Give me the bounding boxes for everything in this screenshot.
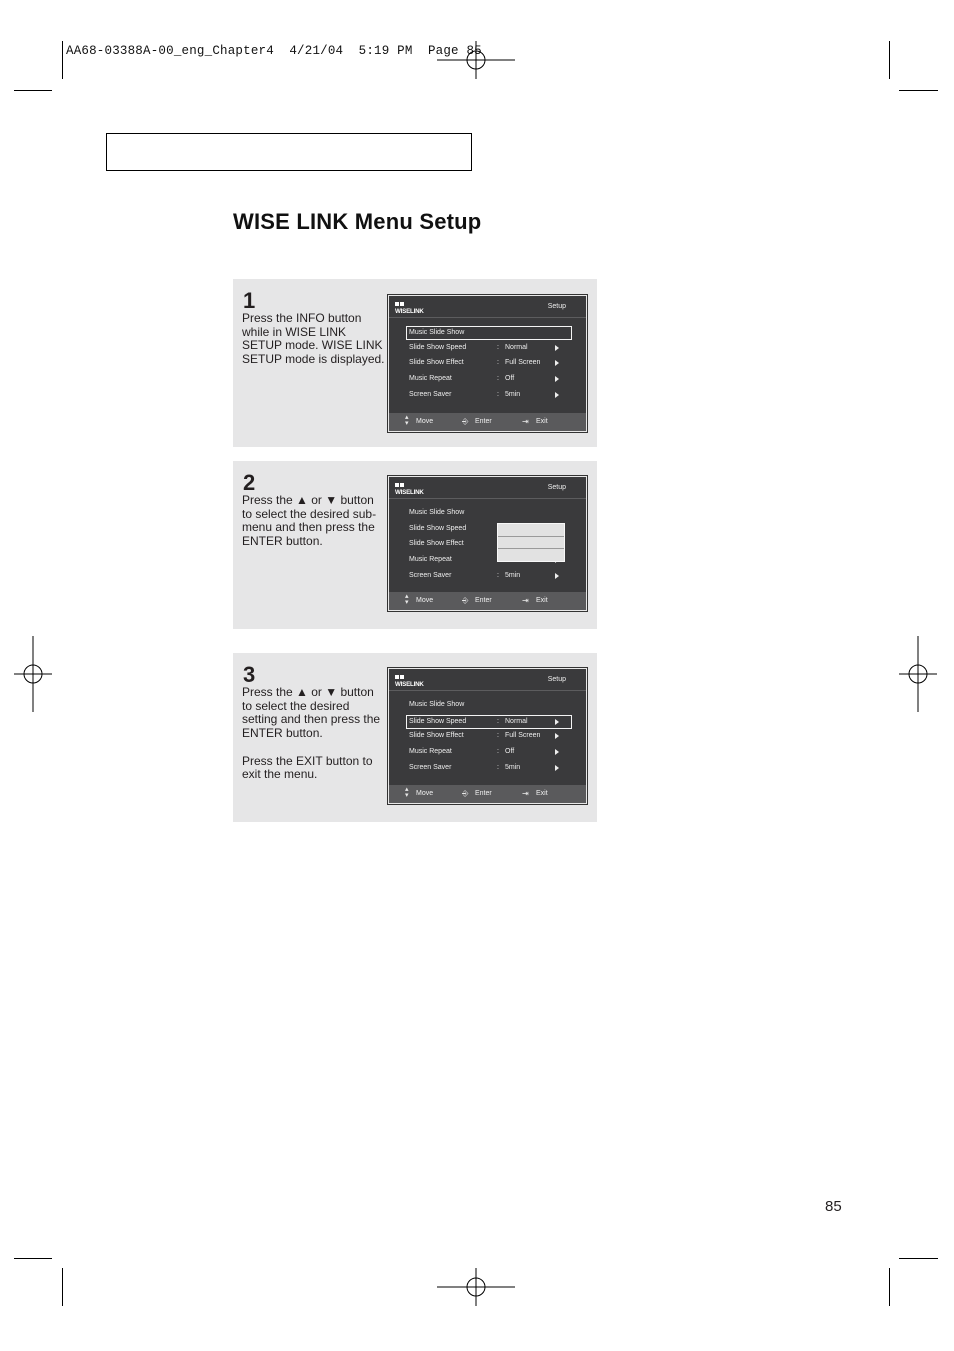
menu-item[interactable] (407, 342, 571, 354)
step-panel (233, 461, 597, 629)
crop-mark (899, 1258, 938, 1259)
footer-enter-label: Enter (475, 790, 492, 797)
menu-item-label: Slide Show Effect (409, 732, 464, 740)
logo-text: WISELINK (395, 681, 424, 688)
step-number: 3 (243, 662, 256, 687)
footer-move-label: Move (416, 418, 434, 425)
screen-mode-label: Setup (547, 676, 566, 683)
crop-mark (899, 90, 938, 91)
arrow-right-icon (555, 573, 559, 579)
menu-item-label: Slide Show Effect (409, 359, 464, 367)
arrow-right-icon (555, 345, 559, 351)
step-number: 2 (243, 470, 256, 495)
screen-footer (389, 413, 586, 431)
menu-item-label: Music Repeat (409, 556, 452, 564)
menu-item-separator: : (497, 732, 499, 740)
logo-text: WISELINK (395, 489, 424, 496)
screen-title-bar (389, 477, 586, 499)
menu-item-label: Music Slide Show (409, 509, 465, 516)
menu-item-label: Slide Show Effect (409, 540, 464, 548)
menu-item[interactable] (406, 326, 572, 340)
step-instructions (242, 494, 387, 549)
exit-icon: ⇥ (522, 417, 529, 426)
menu-item[interactable] (407, 762, 571, 774)
arrow-right-icon (555, 376, 559, 382)
menu-item-separator: : (497, 763, 499, 771)
footer-exit-label: Exit (536, 418, 548, 425)
screen-footer (389, 592, 586, 610)
menu-item[interactable] (407, 730, 571, 742)
page-number: 85 (825, 1198, 842, 1215)
menu-item-value: Off (505, 375, 515, 383)
screen-title-bar (389, 669, 586, 691)
crop-mark (62, 1268, 63, 1306)
wiselink-logo-icon (395, 483, 431, 497)
up-down-arrow-icon: ▴ ▾ (405, 414, 409, 427)
arrow-right-icon (555, 749, 559, 755)
arrow-right-icon (555, 765, 559, 771)
step-panel (233, 279, 597, 447)
step-panel (233, 653, 597, 822)
registration-mark-icon (14, 636, 52, 712)
registration-mark-icon (899, 636, 937, 712)
menu-item-label: Screen Saver (409, 763, 452, 771)
menu-item-label: Slide Show Speed (409, 524, 467, 532)
menu-item-value: Full Screen (505, 732, 541, 740)
print-header-line: AA68-03388A-00_eng_Chapter4 4/21/04 5:19 PM Page 85 (66, 44, 482, 58)
footer-enter-label: Enter (475, 597, 492, 604)
footer-move-label: Move (416, 790, 434, 797)
step-instructions (242, 686, 387, 782)
menu-item-value: 5min (505, 390, 521, 398)
enter-icon: ⎆ (462, 789, 469, 798)
instruction-paragraph: Press the INFO button while in WISE LINK SETUP mode. WISE LINK SETUP mode is displayed. (242, 311, 385, 367)
enter-icon: ⎆ (462, 596, 469, 605)
step-instructions (242, 312, 387, 367)
page-title: WISE LINK Menu Setup (233, 209, 482, 234)
menu-item-label: Screen Saver (409, 571, 452, 579)
menu-item[interactable] (407, 373, 571, 385)
wiselink-logo-icon (395, 302, 431, 316)
menu-item-separator: : (497, 359, 499, 367)
menu-item[interactable] (407, 699, 571, 711)
popup-divider (498, 536, 564, 537)
crop-mark (889, 41, 890, 79)
menu-item-label: Music Slide Show (409, 701, 465, 708)
exit-icon: ⇥ (522, 596, 529, 605)
menu-item-label: Slide Show Speed (409, 343, 467, 351)
up-down-arrow-icon: ▴ ▾ (405, 593, 409, 606)
tv-menu-screen (388, 295, 587, 432)
menu-item-value: Full Screen (505, 359, 541, 367)
screen-mode-label: Setup (547, 484, 566, 491)
screen-title-bar (389, 296, 586, 318)
arrow-right-icon (555, 392, 559, 398)
registration-mark-icon (437, 1268, 515, 1306)
wiselink-logo-icon (395, 675, 431, 689)
instruction-paragraph: Press the ▲ or ▼ button to select the desired setting and then press the ENTER button. (242, 685, 381, 741)
arrow-right-icon (555, 360, 559, 366)
exit-icon: ⇥ (522, 789, 529, 798)
menu-item-label: Music Repeat (409, 375, 452, 383)
menu-item[interactable] (407, 507, 571, 519)
instruction-paragraph: Press the ▲ or ▼ button to select the desired sub-menu and then press the ENTER button. (242, 493, 377, 549)
footer-exit-label: Exit (536, 597, 548, 604)
menu-item[interactable] (406, 715, 572, 729)
registration-mark-icon (437, 41, 515, 79)
footer-exit-label: Exit (536, 790, 548, 797)
menu-item-label: Music Slide Show (409, 329, 465, 336)
menu-item-value: 5min (505, 571, 521, 579)
menu-item-label: Music Repeat (409, 748, 452, 756)
menu-item-value: Off (505, 748, 515, 756)
step-number: 1 (243, 288, 256, 313)
menu-item-label: Screen Saver (409, 390, 452, 398)
logo-text: WISELINK (395, 308, 424, 315)
crop-mark (62, 41, 63, 79)
screen-mode-label: Setup (547, 303, 566, 310)
menu-item-separator: : (497, 571, 499, 579)
crop-mark (14, 90, 52, 91)
arrow-right-icon (555, 719, 559, 725)
menu-item-separator: : (497, 375, 499, 383)
menu-item-separator: : (497, 390, 499, 398)
tv-menu-screen (388, 476, 587, 611)
menu-item-separator: : (497, 717, 499, 725)
crop-mark (14, 1258, 52, 1259)
footer-enter-label: Enter (475, 418, 492, 425)
up-down-arrow-icon: ▴ ▾ (405, 786, 409, 799)
enter-icon: ⎆ (462, 417, 469, 426)
crop-mark (889, 1268, 890, 1306)
section-header-box (106, 133, 472, 171)
popup-divider (498, 548, 564, 549)
menu-item-value: Normal (505, 343, 528, 351)
screen-footer (389, 785, 586, 803)
menu-item[interactable] (407, 570, 571, 582)
menu-item-separator: : (497, 343, 499, 351)
menu-item-separator: : (497, 748, 499, 756)
instruction-paragraph: Press the EXIT button to exit the menu. (242, 753, 373, 782)
menu-item[interactable] (407, 357, 571, 369)
footer-move-label: Move (416, 597, 434, 604)
menu-item[interactable] (407, 389, 571, 401)
menu-item-value: 5min (505, 763, 521, 771)
submenu-popup[interactable] (497, 523, 565, 562)
tv-menu-screen (388, 668, 587, 804)
arrow-right-icon (555, 733, 559, 739)
menu-item[interactable] (407, 746, 571, 758)
menu-item-value: Normal (505, 717, 528, 725)
menu-item-label: Slide Show Speed (409, 717, 467, 725)
